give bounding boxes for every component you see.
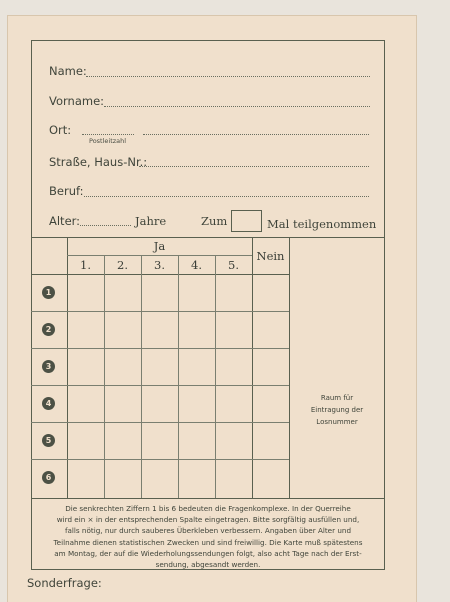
col-sep-3 — [178, 255, 179, 498]
row-sep-3 — [31, 385, 289, 386]
col-sep-4 — [215, 255, 216, 498]
note-line-1: Die senkrechten Ziffern 1 bis 6 bedeuten die Fragenkomplexe. In der Querreihe — [65, 504, 351, 513]
vorname-field[interactable] — [104, 106, 370, 107]
col-header-2: 2. — [117, 258, 128, 272]
row-number-1: 1 — [42, 286, 55, 299]
raum-line-2: Eintragung der — [310, 406, 364, 414]
nein-header: Nein — [256, 249, 285, 263]
beruf-label: Beruf: — [49, 184, 84, 198]
alter-label: Alter: — [49, 214, 81, 228]
header-bottom-border — [31, 274, 289, 275]
note-line-2: wird ein × in der entsprechenden Spalte eingetragen. Bitte sorgfältig ausfüllen und, — [56, 515, 360, 525]
row-sep-2 — [31, 348, 289, 349]
col-header-4: 4. — [191, 258, 202, 272]
raum-line-3: Losnummer — [316, 418, 358, 426]
zum-label: Zum — [201, 214, 228, 228]
ja-header: Ja — [153, 239, 166, 253]
row-number-2: 2 — [42, 323, 55, 336]
grid-bottom-border — [31, 498, 385, 499]
col-header-3: 3. — [154, 258, 165, 272]
note-line-4: Teilnahme dienen statistischen Zwecken und sind freiwillig. Die Karte muß spätestens — [53, 537, 363, 547]
ja-header-divider — [67, 255, 252, 256]
strasse-label: Straße, Haus-Nr.: — [49, 155, 148, 169]
postleitzahl-field[interactable] — [82, 134, 134, 135]
col-header-5: 5. — [228, 258, 239, 272]
sonderfrage-label: Sonderfrage: — [27, 576, 102, 590]
col-header-1: 1. — [80, 258, 91, 272]
vorname-label: Vorname: — [49, 94, 105, 108]
jahre-label: Jahre — [135, 214, 167, 228]
col-sep-1 — [104, 255, 105, 498]
col-sep-2 — [141, 255, 142, 498]
ort-label: Ort: — [49, 123, 72, 137]
row-sep-1 — [31, 311, 289, 312]
name-label: Name: — [49, 64, 87, 78]
note-line-5: am Montag, der auf die Wiederholungssendungen folgt, also acht Tage nach der Erst- — [54, 548, 362, 558]
ort-field[interactable] — [143, 134, 369, 135]
row-number-5: 5 — [42, 434, 55, 447]
teilnahme-count-box[interactable] — [231, 210, 262, 232]
alter-field[interactable] — [80, 225, 131, 226]
row-number-6: 6 — [42, 471, 55, 484]
note-line-3: falls nötig, nur durch sauberes Überkleben verbessern. Angaben über Alter und — [64, 526, 352, 536]
row-number-3: 3 — [42, 360, 55, 373]
strasse-field[interactable] — [139, 166, 369, 167]
name-field[interactable] — [86, 76, 370, 77]
row-number-4: 4 — [42, 397, 55, 410]
form-frame — [31, 40, 385, 570]
raum-line-1: Raum für — [320, 394, 354, 402]
note-line-6: sendung, abgesandt werden. — [155, 560, 261, 570]
grid-top-border — [31, 237, 385, 238]
postleitzahl-caption: Postleitzahl — [89, 137, 127, 145]
raum-fuer-losnummer — [290, 392, 384, 428]
beruf-field[interactable] — [84, 196, 369, 197]
grid-raum-left-border — [289, 237, 290, 498]
teilgenommen-label: Mal teilgenommen — [267, 217, 377, 231]
row-sep-4 — [31, 422, 289, 423]
instructions-note — [36, 503, 380, 570]
row-sep-5 — [31, 459, 289, 460]
